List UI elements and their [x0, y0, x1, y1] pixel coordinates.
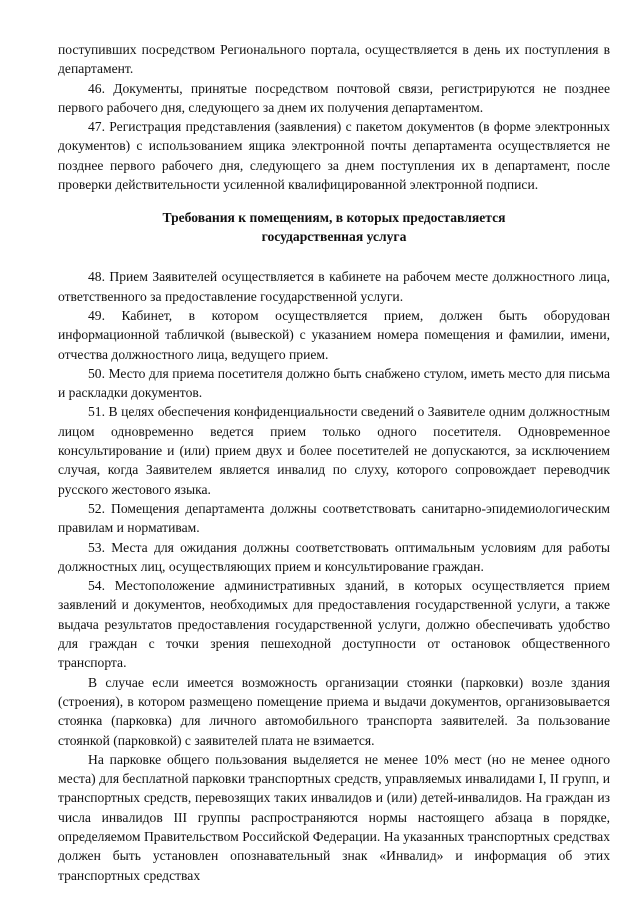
- paragraph-52: 52. Помещения департамента должны соответствовать санитарно-эпидемиологическим правилам и нормативам.: [58, 500, 610, 536]
- paragraph-parking: В случае если имеется возможность организации стоянки (парковки) возле здания (строения), в котором размещено помещение приема и выдачи документов, организовывается стоянка (парковка) для личного автомобильного транспорта заявителей. За пользование стоянкой (парковкой) с заявителей плата не взимается.: [58, 674, 610, 748]
- paragraph-49: 49. Кабинет, в котором осуществляется прием, должен быть оборудован информационной табличкой (вывеской) с указанием номера помещения и фамилии, имени, отчества должностного лица, ведущего прием.: [58, 307, 610, 362]
- paragraph-48: 48. Прием Заявителей осуществляется в кабинете на рабочем месте должностного лица, ответственного за предоставление государственной услуги.: [58, 269, 610, 304]
- section-heading: [58, 208, 610, 246]
- paragraph-54: 54. Местоположение административных зданий, в которых осуществляется прием заявлений и документов, необходимых для предоставления государственной услуги, а также выдача результатов предоставления государственной услуги, должно обеспечивать удобство для граждан с точки зрения пешеходной доступности от остановок общественного транспорта.: [58, 578, 610, 671]
- paragraph-parking-disabled: На парковке общего пользования выделяется не менее 10% мест (но не менее одного места) для бесплатной парковки транспортных средств, управляемых инвалидами I, II групп, и транспортных средств, перевозящих таких инвалидов и (или) детей-инвалидов. На граждан из числа инвалидов III группы распространяются нормы настоящего абзаца в порядке, определяемом Правительством Российской Федерации. На указанных транспортных средствах должен быть установлен опознавательный знак «Инвалид» и информация об этих транспортных средствах: [58, 751, 610, 883]
- paragraph-53: 53. Места для ожидания должны соответствовать оптимальным условиям для работы должностных лиц, осуществляющих прием и консультирование граждан.: [58, 539, 610, 574]
- paragraph-47: 47. Регистрация представления (заявления) с пакетом документов (в форме электронных документов) с использованием ящика электронной почты департамента осуществляется не позднее первого рабочего дня, следующего за днем поступления их в департамент, после проверки действительности усиленной квалифицированной электронной подписи.: [58, 119, 610, 193]
- paragraph-46: 46. Документы, принятые посредством почтовой связи, регистрируются не позднее первого рабочего дня, следующего за днем их получения департаментом.: [58, 80, 610, 115]
- paragraph-51: 51. В целях обеспечения конфиденциальности сведений о Заявителе одним должностным лицом одновременно ведется прием только одного посетителя. Одновременное консультирование и (или) прием двух и более посетителей не допускаются, за исключением случая, когда Заявителем является инвалид по слуху, которого сопровождает переводчик русского жестового языка.: [58, 404, 610, 497]
- section-heading-line-1: Требования к помещениям, в которых предоставляется: [162, 210, 506, 226]
- paragraph-45-continuation: поступивших посредством Регионального портала, осуществляется в день их поступления в департамент.: [58, 42, 610, 77]
- section-heading-line-2: государственная услуга: [261, 229, 407, 245]
- paragraph-50: 50. Место для приема посетителя должно быть снабжено стулом, иметь место для письма и раскладки документов.: [58, 365, 610, 401]
